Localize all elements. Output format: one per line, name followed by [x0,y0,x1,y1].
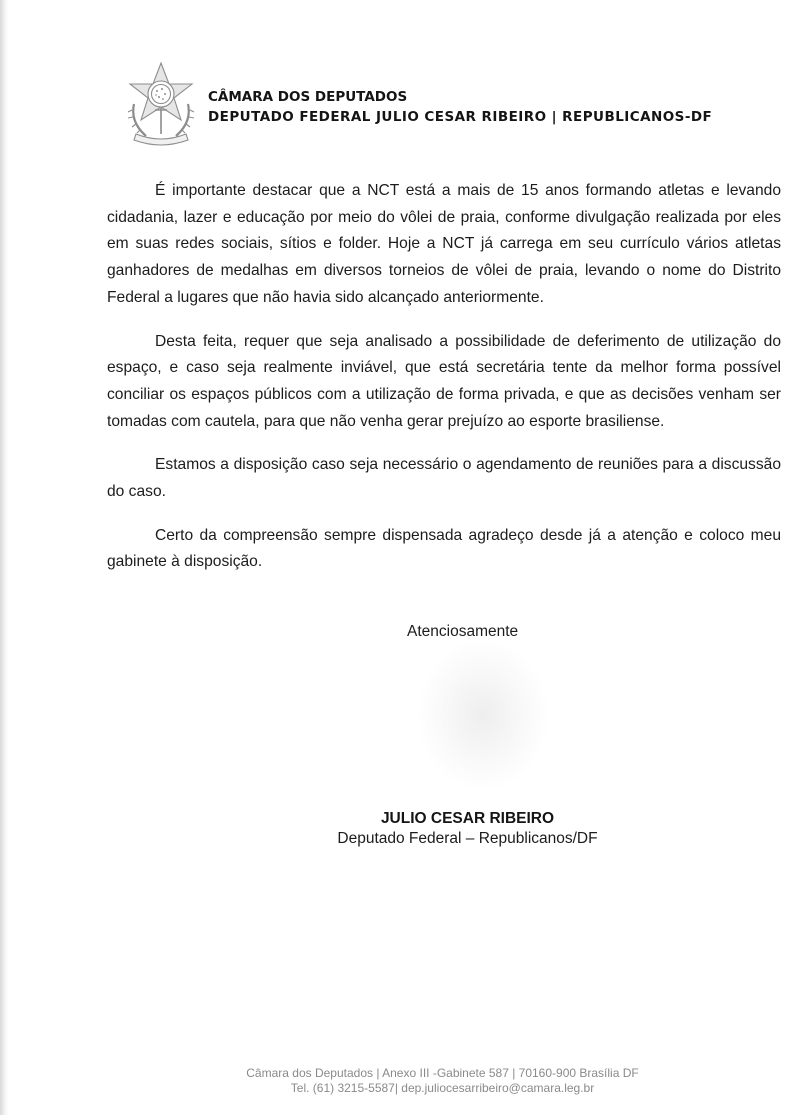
signatory-title: Deputado Federal – Republicanos/DF [337,830,598,847]
body-paragraph: Desta feita, requer que seja analisado a possibilidade de deferimento de utilização do espaço, e caso seja realmente inviável, que está secretária tente da melhor forma possível conciliar os espaços públicos com a utilização de forma privada, e que as decisões venham ser tomadas com cautela, para que não venha gerar prejuízo ao esporte brasiliense. [107,332,781,430]
letter-body [107,178,781,593]
institution-name: CÂMARA DOS DEPUTADOS [208,89,408,105]
body-paragraph: Estamos a disposição caso seja necessário o agendamento de reuniões para a discussão do caso. [107,456,781,501]
signature-redacted [418,640,548,790]
closing-salutation: Atenciosamente [407,623,519,640]
office-name: DEPUTADO FEDERAL JULIO CESAR RIBEIRO | REPUBLICANOS-DF [208,109,713,125]
brazil-coat-of-arms-icon [122,60,200,150]
page-edge-shadow [0,0,8,1115]
body-paragraph: Certo da compreensão sempre dispensada agradeço desde já a atenção e coloco meu gabinete à disposição. [107,526,781,571]
footer-contact: Tel. (61) 3215-5587| dep.juliocesarribeiro@camara.leg.br [290,1081,595,1095]
body-paragraph: É importante destacar que a NCT está a mais de 15 anos formando atletas e levando cidadania, lazer e educação por meio do vôlei de praia, conforme divulgação realizada por eles em suas redes sociais, sítios e folder. Hoje a NCT já carrega em seu currículo vários atletas ganhadores de medalhas em diversos torneios de vôlei de praia, levando o nome do Distrito Federal a lugares que não havia sido alcançado anteriormente. [107,182,781,306]
signatory-name: JULIO CESAR RIBEIRO [380,810,555,827]
letterhead-text [208,87,712,127]
page-footer [0,1066,809,1096]
letterhead [122,60,742,152]
footer-address: Câmara dos Deputados | Anexo III -Gabinete 587 | 70160-900 Brasília DF [246,1066,639,1080]
